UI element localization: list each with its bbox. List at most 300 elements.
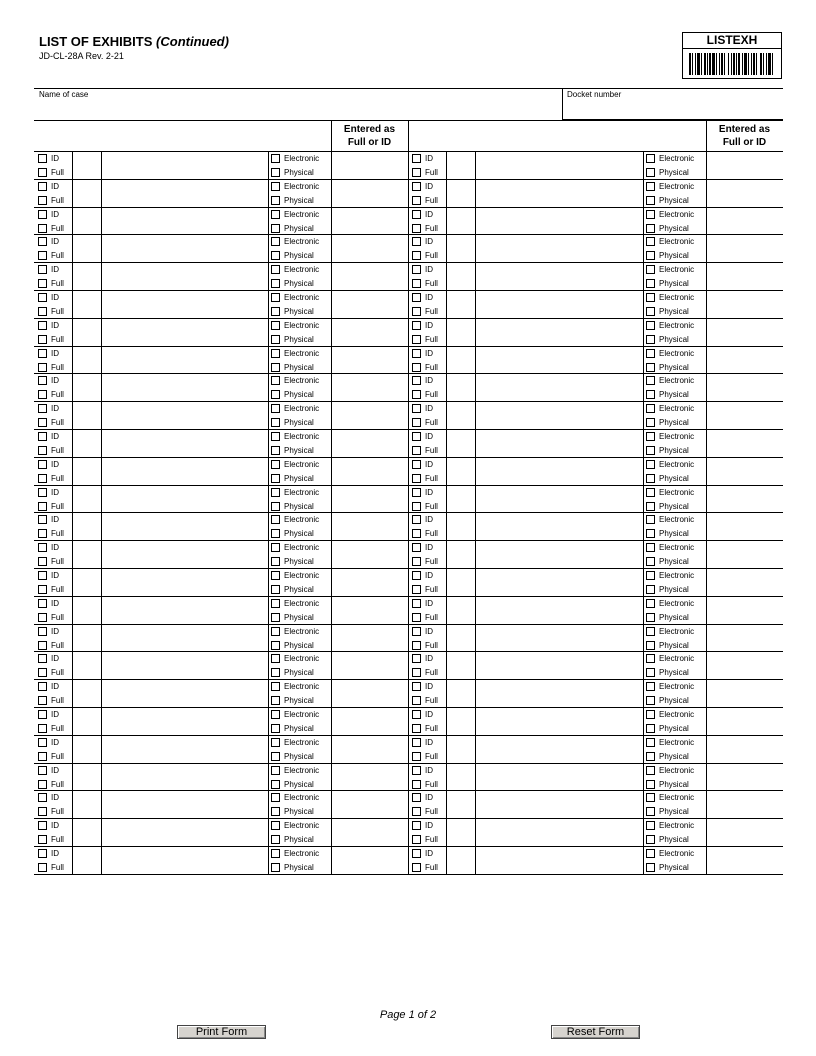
exhibit-description-input[interactable] [476,402,642,428]
physical-checkbox[interactable] [646,251,655,260]
exhibit-number-input[interactable] [447,680,474,706]
physical-checkbox[interactable] [646,807,655,816]
electronic-checkbox[interactable] [646,376,655,385]
electronic-checkbox[interactable] [646,488,655,497]
exhibit-description-input[interactable] [102,652,267,678]
full-checkbox[interactable] [412,641,421,650]
exhibit-number-input[interactable] [447,736,474,762]
entered-as-input[interactable] [707,402,782,428]
electronic-checkbox[interactable] [271,404,280,413]
electronic-checkbox[interactable] [271,821,280,830]
electronic-checkbox[interactable] [646,738,655,747]
id-checkbox[interactable] [38,237,47,246]
electronic-checkbox[interactable] [271,182,280,191]
exhibit-description-input[interactable] [102,347,267,373]
id-checkbox[interactable] [38,404,47,413]
electronic-checkbox[interactable] [646,265,655,274]
exhibit-description-input[interactable] [102,235,267,261]
exhibit-description-input[interactable] [102,291,267,317]
exhibit-number-input[interactable] [73,208,100,234]
entered-as-input[interactable] [332,430,407,456]
exhibit-number-input[interactable] [73,680,100,706]
id-checkbox[interactable] [38,654,47,663]
full-checkbox[interactable] [412,168,421,177]
exhibit-description-input[interactable] [476,625,642,651]
exhibit-description-input[interactable] [102,764,267,790]
exhibit-number-input[interactable] [447,430,474,456]
full-checkbox[interactable] [412,807,421,816]
id-checkbox[interactable] [38,432,47,441]
full-checkbox[interactable] [412,696,421,705]
full-checkbox[interactable] [38,557,47,566]
full-checkbox[interactable] [38,863,47,872]
full-checkbox[interactable] [38,641,47,650]
entered-as-input[interactable] [332,680,407,706]
full-checkbox[interactable] [38,363,47,372]
entered-as-input[interactable] [332,374,407,400]
full-checkbox[interactable] [38,168,47,177]
id-checkbox[interactable] [412,627,421,636]
electronic-checkbox[interactable] [646,543,655,552]
full-checkbox[interactable] [412,502,421,511]
id-checkbox[interactable] [412,571,421,580]
exhibit-number-input[interactable] [73,541,100,567]
physical-checkbox[interactable] [646,168,655,177]
electronic-checkbox[interactable] [646,599,655,608]
full-checkbox[interactable] [412,780,421,789]
exhibit-description-input[interactable] [102,319,267,345]
electronic-checkbox[interactable] [271,237,280,246]
id-checkbox[interactable] [412,821,421,830]
physical-checkbox[interactable] [271,835,280,844]
entered-as-input[interactable] [332,736,407,762]
physical-checkbox[interactable] [271,780,280,789]
physical-checkbox[interactable] [646,474,655,483]
exhibit-number-input[interactable] [73,402,100,428]
entered-as-input[interactable] [332,625,407,651]
electronic-checkbox[interactable] [271,265,280,274]
physical-checkbox[interactable] [271,613,280,622]
exhibit-number-input[interactable] [73,736,100,762]
physical-checkbox[interactable] [271,446,280,455]
exhibit-number-input[interactable] [447,708,474,734]
entered-as-input[interactable] [707,180,782,206]
physical-checkbox[interactable] [646,446,655,455]
id-checkbox[interactable] [38,738,47,747]
full-checkbox[interactable] [412,529,421,538]
entered-as-input[interactable] [332,764,407,790]
physical-checkbox[interactable] [646,752,655,761]
exhibit-number-input[interactable] [73,652,100,678]
entered-as-input[interactable] [707,486,782,512]
exhibit-description-input[interactable] [476,347,642,373]
exhibit-number-input[interactable] [73,347,100,373]
id-checkbox[interactable] [38,599,47,608]
entered-as-input[interactable] [332,819,407,845]
full-checkbox[interactable] [38,390,47,399]
full-checkbox[interactable] [38,224,47,233]
physical-checkbox[interactable] [646,363,655,372]
physical-checkbox[interactable] [646,418,655,427]
exhibit-description-input[interactable] [102,819,267,845]
id-checkbox[interactable] [38,488,47,497]
electronic-checkbox[interactable] [646,682,655,691]
exhibit-description-input[interactable] [102,708,267,734]
exhibit-description-input[interactable] [102,152,267,178]
physical-checkbox[interactable] [646,529,655,538]
electronic-checkbox[interactable] [646,293,655,302]
exhibit-description-input[interactable] [476,319,642,345]
exhibit-description-input[interactable] [102,569,267,595]
electronic-checkbox[interactable] [271,543,280,552]
physical-checkbox[interactable] [646,585,655,594]
entered-as-input[interactable] [707,541,782,567]
full-checkbox[interactable] [412,279,421,288]
id-checkbox[interactable] [412,849,421,858]
id-checkbox[interactable] [38,154,47,163]
exhibit-number-input[interactable] [73,319,100,345]
full-checkbox[interactable] [38,529,47,538]
docket-number-input[interactable] [564,100,781,118]
exhibit-number-input[interactable] [73,819,100,845]
physical-checkbox[interactable] [646,780,655,789]
entered-as-input[interactable] [707,847,782,873]
physical-checkbox[interactable] [646,307,655,316]
electronic-checkbox[interactable] [271,682,280,691]
entered-as-input[interactable] [707,764,782,790]
entered-as-input[interactable] [707,791,782,817]
physical-checkbox[interactable] [271,251,280,260]
physical-checkbox[interactable] [271,863,280,872]
physical-checkbox[interactable] [271,696,280,705]
exhibit-number-input[interactable] [447,319,474,345]
full-checkbox[interactable] [412,668,421,677]
physical-checkbox[interactable] [271,474,280,483]
id-checkbox[interactable] [412,265,421,274]
full-checkbox[interactable] [412,224,421,233]
electronic-checkbox[interactable] [646,627,655,636]
exhibit-number-input[interactable] [447,513,474,539]
electronic-checkbox[interactable] [271,793,280,802]
id-checkbox[interactable] [412,293,421,302]
entered-as-input[interactable] [707,708,782,734]
id-checkbox[interactable] [412,488,421,497]
full-checkbox[interactable] [38,696,47,705]
id-checkbox[interactable] [38,793,47,802]
exhibit-description-input[interactable] [102,374,267,400]
id-checkbox[interactable] [412,154,421,163]
name-of-case-input[interactable] [36,100,560,119]
physical-checkbox[interactable] [271,557,280,566]
id-checkbox[interactable] [38,821,47,830]
entered-as-input[interactable] [707,208,782,234]
entered-as-input[interactable] [707,680,782,706]
full-checkbox[interactable] [38,196,47,205]
physical-checkbox[interactable] [646,224,655,233]
entered-as-input[interactable] [332,263,407,289]
electronic-checkbox[interactable] [271,210,280,219]
id-checkbox[interactable] [38,265,47,274]
physical-checkbox[interactable] [271,752,280,761]
entered-as-input[interactable] [707,819,782,845]
id-checkbox[interactable] [38,210,47,219]
entered-as-input[interactable] [707,458,782,484]
exhibit-number-input[interactable] [73,569,100,595]
exhibit-description-input[interactable] [476,764,642,790]
entered-as-input[interactable] [707,597,782,623]
electronic-checkbox[interactable] [646,571,655,580]
full-checkbox[interactable] [38,780,47,789]
exhibit-number-input[interactable] [73,291,100,317]
electronic-checkbox[interactable] [646,182,655,191]
exhibit-description-input[interactable] [102,541,267,567]
exhibit-description-input[interactable] [102,180,267,206]
full-checkbox[interactable] [412,251,421,260]
id-checkbox[interactable] [38,460,47,469]
electronic-checkbox[interactable] [646,793,655,802]
id-checkbox[interactable] [412,376,421,385]
electronic-checkbox[interactable] [271,710,280,719]
id-checkbox[interactable] [412,682,421,691]
full-checkbox[interactable] [38,807,47,816]
exhibit-description-input[interactable] [476,263,642,289]
id-checkbox[interactable] [38,710,47,719]
physical-checkbox[interactable] [646,696,655,705]
id-checkbox[interactable] [38,515,47,524]
id-checkbox[interactable] [412,404,421,413]
entered-as-input[interactable] [332,791,407,817]
id-checkbox[interactable] [412,793,421,802]
full-checkbox[interactable] [38,335,47,344]
physical-checkbox[interactable] [271,307,280,316]
physical-checkbox[interactable] [271,335,280,344]
id-checkbox[interactable] [38,321,47,330]
physical-checkbox[interactable] [646,196,655,205]
entered-as-input[interactable] [332,152,407,178]
exhibit-description-input[interactable] [476,235,642,261]
exhibit-number-input[interactable] [447,291,474,317]
electronic-checkbox[interactable] [646,154,655,163]
entered-as-input[interactable] [332,708,407,734]
exhibit-number-input[interactable] [73,791,100,817]
electronic-checkbox[interactable] [646,710,655,719]
id-checkbox[interactable] [38,571,47,580]
id-checkbox[interactable] [412,710,421,719]
electronic-checkbox[interactable] [646,432,655,441]
full-checkbox[interactable] [412,390,421,399]
physical-checkbox[interactable] [646,335,655,344]
exhibit-number-input[interactable] [73,764,100,790]
electronic-checkbox[interactable] [271,599,280,608]
full-checkbox[interactable] [38,835,47,844]
electronic-checkbox[interactable] [646,821,655,830]
exhibit-number-input[interactable] [447,791,474,817]
physical-checkbox[interactable] [271,641,280,650]
exhibit-number-input[interactable] [447,458,474,484]
electronic-checkbox[interactable] [646,766,655,775]
exhibit-description-input[interactable] [102,486,267,512]
exhibit-description-input[interactable] [476,541,642,567]
exhibit-description-input[interactable] [476,208,642,234]
electronic-checkbox[interactable] [271,571,280,580]
electronic-checkbox[interactable] [271,349,280,358]
entered-as-input[interactable] [332,291,407,317]
id-checkbox[interactable] [38,849,47,858]
exhibit-description-input[interactable] [102,736,267,762]
electronic-checkbox[interactable] [646,321,655,330]
exhibit-description-input[interactable] [476,458,642,484]
electronic-checkbox[interactable] [271,293,280,302]
id-checkbox[interactable] [412,432,421,441]
exhibit-number-input[interactable] [447,819,474,845]
exhibit-description-input[interactable] [476,597,642,623]
full-checkbox[interactable] [412,418,421,427]
full-checkbox[interactable] [38,307,47,316]
full-checkbox[interactable] [38,474,47,483]
entered-as-input[interactable] [332,597,407,623]
exhibit-description-input[interactable] [476,680,642,706]
full-checkbox[interactable] [38,279,47,288]
physical-checkbox[interactable] [271,585,280,594]
exhibit-description-input[interactable] [102,791,267,817]
id-checkbox[interactable] [412,349,421,358]
full-checkbox[interactable] [38,502,47,511]
full-checkbox[interactable] [412,863,421,872]
physical-checkbox[interactable] [646,279,655,288]
exhibit-number-input[interactable] [447,652,474,678]
entered-as-input[interactable] [707,569,782,595]
full-checkbox[interactable] [38,752,47,761]
entered-as-input[interactable] [707,625,782,651]
physical-checkbox[interactable] [646,724,655,733]
exhibit-number-input[interactable] [447,235,474,261]
electronic-checkbox[interactable] [646,210,655,219]
full-checkbox[interactable] [38,724,47,733]
exhibit-number-input[interactable] [447,486,474,512]
physical-checkbox[interactable] [646,390,655,399]
entered-as-input[interactable] [707,374,782,400]
electronic-checkbox[interactable] [646,237,655,246]
exhibit-description-input[interactable] [102,847,267,873]
entered-as-input[interactable] [332,569,407,595]
physical-checkbox[interactable] [271,668,280,677]
entered-as-input[interactable] [332,541,407,567]
exhibit-number-input[interactable] [73,597,100,623]
physical-checkbox[interactable] [271,807,280,816]
exhibit-number-input[interactable] [73,152,100,178]
exhibit-number-input[interactable] [73,458,100,484]
entered-as-input[interactable] [707,291,782,317]
physical-checkbox[interactable] [271,724,280,733]
electronic-checkbox[interactable] [646,404,655,413]
exhibit-number-input[interactable] [447,597,474,623]
full-checkbox[interactable] [412,196,421,205]
exhibit-description-input[interactable] [476,819,642,845]
entered-as-input[interactable] [707,430,782,456]
entered-as-input[interactable] [332,319,407,345]
physical-checkbox[interactable] [646,668,655,677]
entered-as-input[interactable] [707,652,782,678]
physical-checkbox[interactable] [646,863,655,872]
exhibit-description-input[interactable] [102,513,267,539]
physical-checkbox[interactable] [271,363,280,372]
physical-checkbox[interactable] [646,613,655,622]
entered-as-input[interactable] [332,847,407,873]
full-checkbox[interactable] [412,752,421,761]
id-checkbox[interactable] [412,543,421,552]
electronic-checkbox[interactable] [271,627,280,636]
full-checkbox[interactable] [412,724,421,733]
electronic-checkbox[interactable] [271,376,280,385]
exhibit-description-input[interactable] [476,374,642,400]
id-checkbox[interactable] [38,349,47,358]
id-checkbox[interactable] [38,293,47,302]
physical-checkbox[interactable] [271,390,280,399]
id-checkbox[interactable] [412,210,421,219]
id-checkbox[interactable] [412,515,421,524]
exhibit-number-input[interactable] [447,625,474,651]
id-checkbox[interactable] [412,460,421,469]
entered-as-input[interactable] [707,152,782,178]
electronic-checkbox[interactable] [271,766,280,775]
physical-checkbox[interactable] [271,418,280,427]
exhibit-description-input[interactable] [476,430,642,456]
entered-as-input[interactable] [332,347,407,373]
full-checkbox[interactable] [412,585,421,594]
physical-checkbox[interactable] [646,502,655,511]
exhibit-number-input[interactable] [447,374,474,400]
exhibit-number-input[interactable] [447,208,474,234]
exhibit-number-input[interactable] [447,347,474,373]
electronic-checkbox[interactable] [646,349,655,358]
id-checkbox[interactable] [412,321,421,330]
electronic-checkbox[interactable] [271,488,280,497]
entered-as-input[interactable] [332,180,407,206]
full-checkbox[interactable] [38,251,47,260]
id-checkbox[interactable] [38,376,47,385]
electronic-checkbox[interactable] [271,321,280,330]
full-checkbox[interactable] [38,668,47,677]
exhibit-number-input[interactable] [447,180,474,206]
exhibit-number-input[interactable] [73,708,100,734]
exhibit-description-input[interactable] [476,180,642,206]
id-checkbox[interactable] [412,738,421,747]
entered-as-input[interactable] [332,235,407,261]
electronic-checkbox[interactable] [271,432,280,441]
electronic-checkbox[interactable] [646,515,655,524]
exhibit-number-input[interactable] [447,152,474,178]
exhibit-description-input[interactable] [476,708,642,734]
full-checkbox[interactable] [412,446,421,455]
exhibit-description-input[interactable] [102,402,267,428]
full-checkbox[interactable] [412,307,421,316]
exhibit-description-input[interactable] [102,680,267,706]
entered-as-input[interactable] [707,347,782,373]
exhibit-description-input[interactable] [476,569,642,595]
entered-as-input[interactable] [332,402,407,428]
full-checkbox[interactable] [412,335,421,344]
id-checkbox[interactable] [412,766,421,775]
exhibit-number-input[interactable] [447,847,474,873]
entered-as-input[interactable] [707,319,782,345]
electronic-checkbox[interactable] [271,738,280,747]
entered-as-input[interactable] [332,486,407,512]
exhibit-description-input[interactable] [476,152,642,178]
full-checkbox[interactable] [38,613,47,622]
exhibit-number-input[interactable] [73,235,100,261]
id-checkbox[interactable] [38,682,47,691]
entered-as-input[interactable] [332,208,407,234]
